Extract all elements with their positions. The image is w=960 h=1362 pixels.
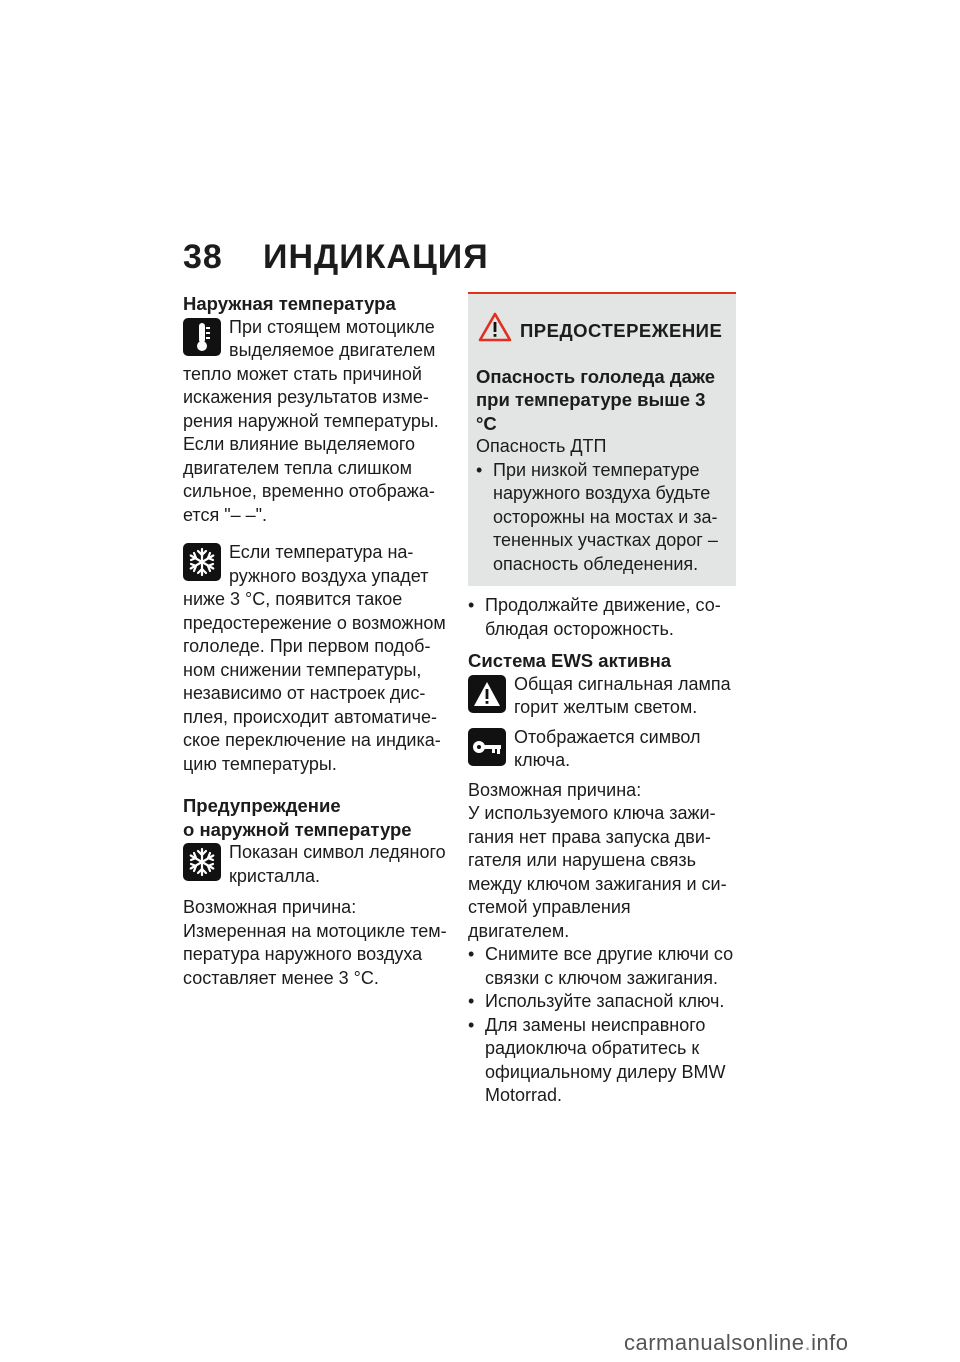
- ice-crystal-paragraph: [183, 841, 451, 888]
- warning-section-heading-1: Предупреждение: [183, 795, 341, 816]
- warning-title: ПРЕДОСТЕРЕЖЕНИЕ: [520, 319, 723, 341]
- snowflake-icon: [183, 543, 221, 581]
- left-column: [183, 292, 451, 990]
- warning-section-heading-2: о наружной температуре: [183, 818, 412, 840]
- right-column: [468, 292, 736, 1108]
- ews-lamp-paragraph: [468, 673, 736, 720]
- page-title: ИНДИКАЦИЯ: [263, 238, 489, 276]
- ews-key-paragraph: [468, 726, 736, 773]
- page-number: 38: [183, 238, 223, 276]
- ews-bullet: • Для замены неисправного радиоключа обратитесь к официальному дилеру BMW Motorrad.: [468, 1014, 736, 1108]
- outside-temp-paragraph: [183, 316, 451, 528]
- ews-bullet: • Используйте запасной ключ.: [468, 990, 736, 1014]
- outside-temp-text: При стоящем мотоцикле выделяемое двигателем тепло может стать причиной искажения результатов изме-рения наружной температуры. Если влияние выделяемого двигателем тепла слишком сильное, временно отобража-ется "– –".: [183, 316, 439, 525]
- watermark-tld: info: [811, 1330, 849, 1355]
- ews-cause-label: Возможная причина:: [468, 779, 642, 800]
- cause-label: Возможная причина:: [183, 897, 357, 917]
- snowflake-icon: [183, 843, 221, 881]
- thermometer-icon: [183, 318, 221, 356]
- watermark: [624, 1330, 849, 1356]
- watermark-main: carmanualsonline: [624, 1330, 805, 1355]
- frost-paragraph: [183, 541, 451, 776]
- continue-bullet: • Продолжайте движение, со-блюдая осторожность.: [468, 594, 736, 641]
- warning-triangle-icon: [468, 675, 506, 713]
- warning-heading: Опасность гололеда даже при температуре выше 3 °C: [476, 365, 716, 434]
- frost-text: Если температура на-ружного воздуха упадет ниже 3 °C, появится такое предостережение о возможном гололеде. При первом подоб-ном снижении температуры, независимо от настроек дис-плея, происходит автоматиче-ское переключение на индика-цию температуры.: [183, 542, 446, 774]
- ews-cause-text: У используемого ключа зажи-гания нет права запуска дви-гателя или нарушена связь между ключом зажигания и си-стемой управления двигателем.: [468, 803, 727, 941]
- warning-bullet: • При низкой температуре наружного воздуха будьте осторожны на мостах и за-тененных участках дорог – опасность обледенения.: [476, 459, 728, 577]
- warning-box: [468, 292, 736, 586]
- warning-triangle-icon: [478, 312, 512, 349]
- ews-key-text: Отображается символ ключа.: [514, 726, 701, 770]
- ews-bullet: • Снимите все другие ключи со связки с ключом зажигания.: [468, 943, 736, 990]
- ice-crystal-text: Показан символ ледяного кристалла.: [229, 842, 446, 886]
- cause-text: Измеренная на мотоцикле тем-пература наружного воздуха составляет менее 3 °C.: [183, 920, 447, 988]
- warning-title-row: [478, 312, 728, 349]
- ews-heading: Система EWS активна: [468, 650, 672, 671]
- page-header: [183, 238, 489, 277]
- watermark-dot: .: [804, 1330, 812, 1355]
- key-icon: [468, 728, 506, 766]
- outside-temp-heading: Наружная температура: [183, 293, 396, 314]
- ews-lamp-text: Общая сигнальная лампа горит желтым светом.: [514, 673, 731, 717]
- warning-danger: Опасность ДТП: [476, 436, 607, 456]
